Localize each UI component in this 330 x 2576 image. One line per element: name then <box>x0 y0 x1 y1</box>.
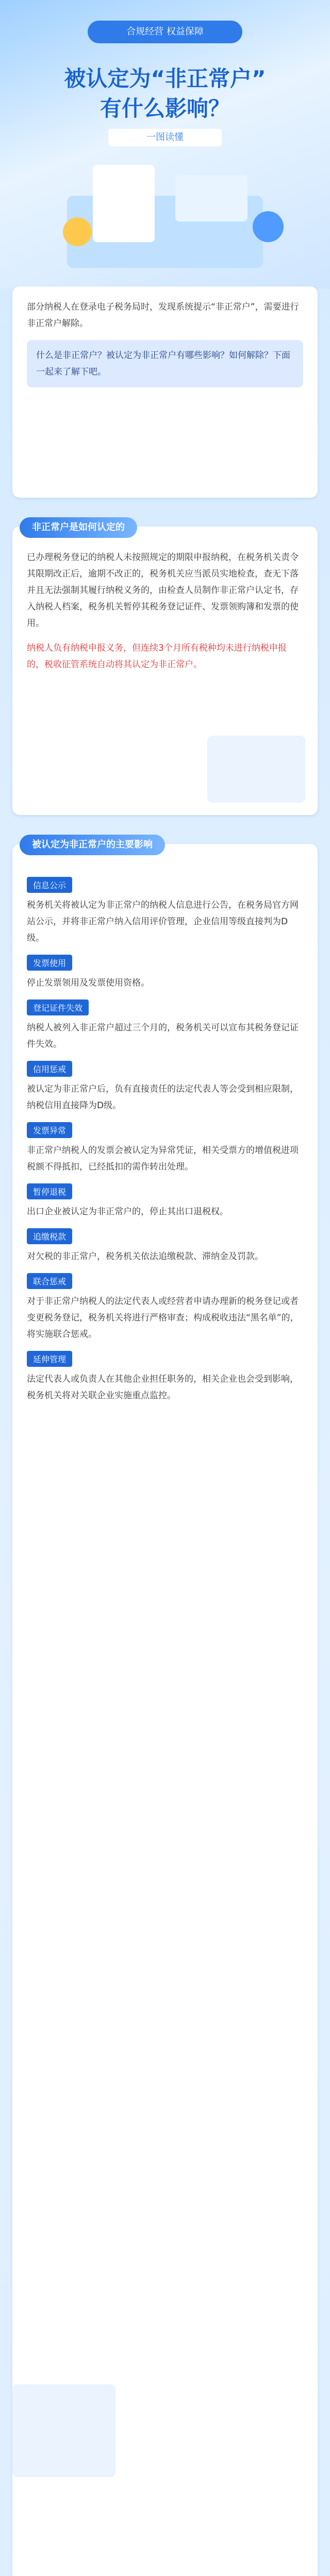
intro-card <box>12 286 318 498</box>
impact-label: 暂停退税 <box>27 1183 72 1199</box>
hero-illustration <box>31 155 299 278</box>
section-illustration <box>12 2384 116 2477</box>
impact-label: 延伸管理 <box>27 1351 72 1367</box>
section-illustration <box>207 736 305 803</box>
hero-title-line2: 有什么影响？ <box>100 96 230 121</box>
impact-label: 信息公示 <box>27 877 72 893</box>
impact-text: 被认定为非正常户后，负有直接责任的法定代表人等会受到相应限制，纳税信用直接降为D级。 <box>27 1084 299 1111</box>
impact-label: 发票异常 <box>27 1122 72 1138</box>
impact-label: 发票使用 <box>27 955 72 971</box>
highlight-text: 纳税人负有纳税申报义务，但连续3个月所有税种均未进行纳税申报的，税收征管系统自动将其认定为非正常户。 <box>27 643 287 670</box>
hero-banner <box>0 0 330 289</box>
impact-text: 对于非正常户纳税人的法定代表人或经营者申请办理新的税务登记或者变更税务登记，税务机关将进行严格审查；构成税收违法“黑名单”的，将实施联合惩戒。 <box>27 1296 299 1340</box>
impact-text: 非正常户纳税人的发票会被认定为异常凭证，相关受票方的增值税进项税额不得抵扣，已经抵扣的需作转出处理。 <box>27 1145 299 1172</box>
impact-text: 法定代表人或负责人在其他企业担任职务的，相关企业也会受到影响，税务机关将对关联企业实施重点监控。 <box>27 1374 299 1401</box>
hero-title-line1: 被认定为“非正常户” <box>64 66 266 91</box>
impact-text: 出口企业被认定为非正常户的，停止其出口退税权。 <box>27 1207 228 1217</box>
section-text-highlight <box>27 640 303 673</box>
hero-subtitle: 一图读懂 <box>108 129 222 146</box>
impact-text: 停止发票领用及发票使用资格。 <box>27 978 150 988</box>
section-title: 非正常户是如何认定的 <box>20 517 137 538</box>
section-identification <box>12 522 318 815</box>
impact-label: 信用惩戒 <box>27 1061 72 1077</box>
section-impacts <box>12 839 318 2576</box>
section-title: 被认定为非正常户的主要影响 <box>20 835 165 855</box>
impacts-list <box>27 869 303 1404</box>
hero-tag: 合规经营 权益保障 <box>88 21 242 43</box>
section-text: 已办理税务登记的纳税人未按照规定的期限申报纳税，在税务机关责令其限期改正后，逾期不改正的，税务机关应当派员实地检查，查无下落并且无法强制其履行纳税义务的，由检查人员制作非正常户认定书，存入纳税人档案，税务机关暂停其税务登记证件、发票领购簿和发票的使用。 <box>27 552 299 629</box>
intro-question: 什么是非正常户？被认定为非正常户有哪些影响？如何解除？下面一起来了解下吧。 <box>27 340 303 387</box>
impact-text: 税务机关将被认定为非正常户的纳税人信息进行公告，在税务局官方网站公示，并将非正常户纳入信用评价管理，企业信用等级直接判为D级。 <box>27 900 299 943</box>
impact-label: 追缴税款 <box>27 1228 72 1244</box>
intro-paragraph: 部分纳税人在登录电子税务局时，发现系统提示“非正常户”，需要进行非正常户解除。 <box>27 302 299 329</box>
impact-label: 联合惩戒 <box>27 1273 72 1289</box>
impact-label: 登记证件失效 <box>27 999 89 1015</box>
impact-text: 对欠税的非正常户，税务机关依法追缴税款、滞纳金及罚款。 <box>27 1251 263 1262</box>
impact-text: 纳税人被列入非正常户超过三个月的，税务机关可以宣布其税务登记证件失效。 <box>27 1023 299 1049</box>
